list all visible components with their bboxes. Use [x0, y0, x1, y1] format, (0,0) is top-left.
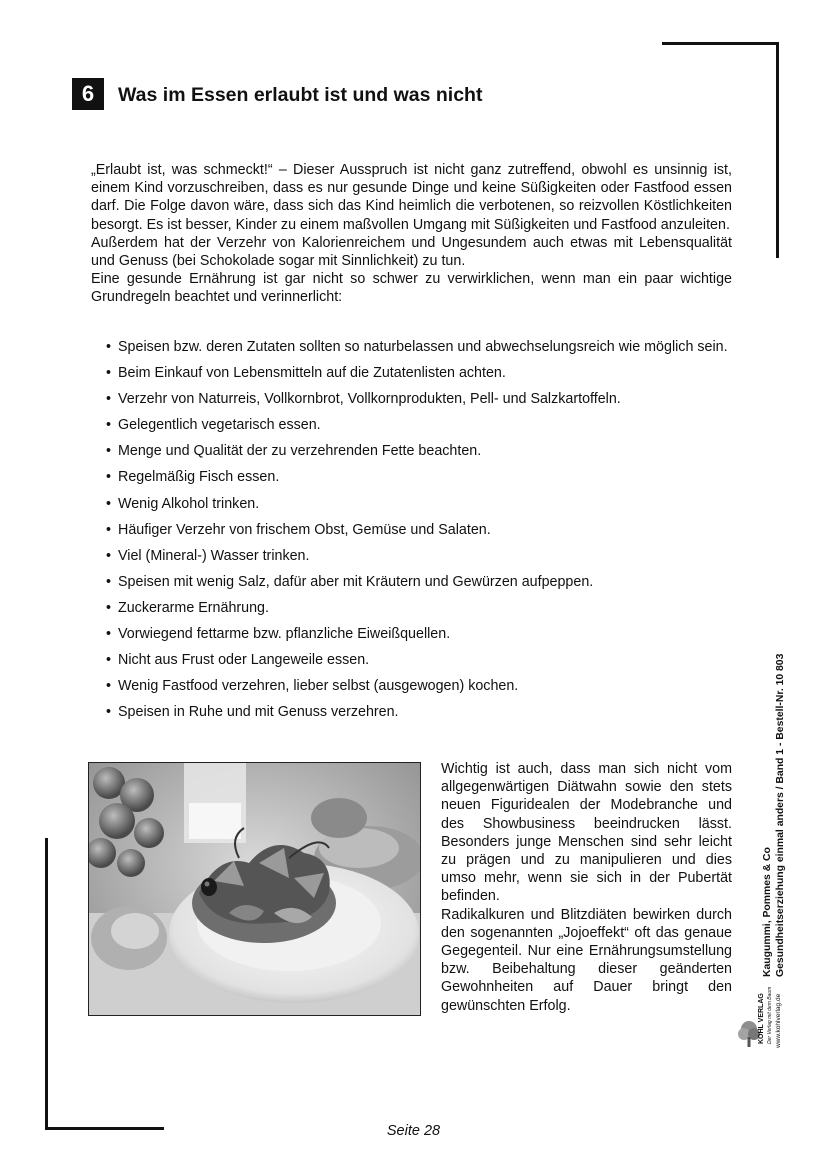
salad-illustration	[89, 763, 420, 1015]
rule-item: • Wenig Alkohol trinken.	[106, 495, 734, 513]
intro-paragraph: Außerdem hat der Verzehr von Kalorienreichem und Ungesundem auch etwas mit Lebensqualität und Genuss (bei Schokolade sogar mit Sinnlichkeit) zu tun.	[91, 234, 732, 270]
section-number: 6	[72, 78, 104, 110]
rule-item: • Zuckerarme Ernährung.	[106, 599, 734, 617]
section-title: Was im Essen erlaubt ist und was nicht	[118, 84, 483, 106]
sidebar-title: Kaugummi, Pommes & Co	[762, 847, 773, 977]
side-paragraph: Wichtig ist auch, dass man sich nicht vom allgegenwärtigen Diätwahn sowie den stets neuen Figuridealen der Modebranche und des Showbusiness beeindrucken lässt. Besonders junge Menschen sind sehr leicht zu prägen und zu manipulieren und dies umso mehr, wenn sie sich in der Pubertät befinden.	[441, 761, 732, 905]
top-right-frame-vertical	[776, 42, 779, 258]
rule-item: • Häufiger Verzehr von frischem Obst, Gemüse und Salaten.	[106, 521, 734, 539]
rule-item: • Speisen bzw. deren Zutaten sollten so naturbelassen und abwechselungsreich wie möglich sein.	[106, 338, 734, 356]
rule-item: • Speisen in Ruhe und mit Genuss verzehren.	[106, 703, 734, 721]
side-text	[441, 760, 732, 1015]
page-number: Seite 28	[386, 1123, 441, 1139]
rule-item: • Menge und Qualität der zu verzehrenden Fette beachten.	[106, 442, 734, 460]
rule-item: • Viel (Mineral-) Wasser trinken.	[106, 547, 734, 565]
rule-item: • Beim Einkauf von Lebensmitteln auf die Zutatenlisten achten.	[106, 364, 734, 382]
publisher-website: www.kohlverlag.de	[775, 993, 782, 1048]
side-paragraph: Radikalkuren und Blitzdiäten bewirken durch den sogenannten „Jojoeffekt“ oft das genaue Gegegenteil. Nur eine Ernährungsumstellung bzw. Beibehaltung dieser geänderten Gewohnheiten auf Dauer bringt den gewünschten Erfolg.	[441, 906, 732, 1014]
rule-item: • Verzehr von Naturreis, Vollkornbrot, Vollkornprodukten, Pell- und Salzkartoffeln.	[106, 390, 734, 408]
publisher-tagline: Der Verlag mit dem Baum	[767, 986, 773, 1044]
tree-icon	[738, 1020, 760, 1048]
rule-item: • Regelmäßig Fisch essen.	[106, 468, 734, 486]
intro-paragraph: Eine gesunde Ernährung ist gar nicht so schwer zu verwirklichen, wenn man ein paar wichtige Grundregeln beachtet und verinnerlicht:	[91, 271, 732, 306]
top-right-frame-horizontal	[662, 42, 779, 45]
rule-item: • Vorwiegend fettarme bzw. pflanzliche Eiweißquellen.	[106, 625, 734, 643]
rule-item: • Nicht aus Frust oder Langeweile essen.	[106, 651, 734, 669]
publisher-logo	[738, 982, 790, 1052]
publisher-name: KOHL VERLAG	[758, 993, 765, 1044]
rules-list	[106, 338, 734, 729]
intro-paragraph: „Erlaubt ist, was schmeckt!“ – Dieser Ausspruch ist nicht ganz zutreffend, obwohl es unsinnig ist, einem Kind vorzuschreiben, dass es nur gesunde Dinge und keine Süßigkeiten oder Fastfood essen darf. Die Folge davon wäre, dass sich das Kind heimlich die verbotenen, so reizvollen Köstlichkeiten besorgt. Es ist besser, Kinder zu einem maßvollen Umgang mit Süßigkeiten und Fastfood anzuleiten.	[91, 162, 732, 233]
rule-item: • Wenig Fastfood verzehren, lieber selbst (ausgewogen) kochen.	[106, 677, 734, 695]
rule-item: • Gelegentlich vegetarisch essen.	[106, 416, 734, 434]
salad-photo	[88, 762, 421, 1016]
rule-item: • Speisen mit wenig Salz, dafür aber mit Kräutern und Gewürzen aufpeppen.	[106, 573, 734, 591]
sidebar-series: Gesundheitserziehung einmal anders / Band 1 - Bestell-Nr. 10 803	[775, 653, 786, 977]
bottom-left-frame-vertical	[45, 838, 48, 1130]
intro-text	[91, 161, 732, 307]
